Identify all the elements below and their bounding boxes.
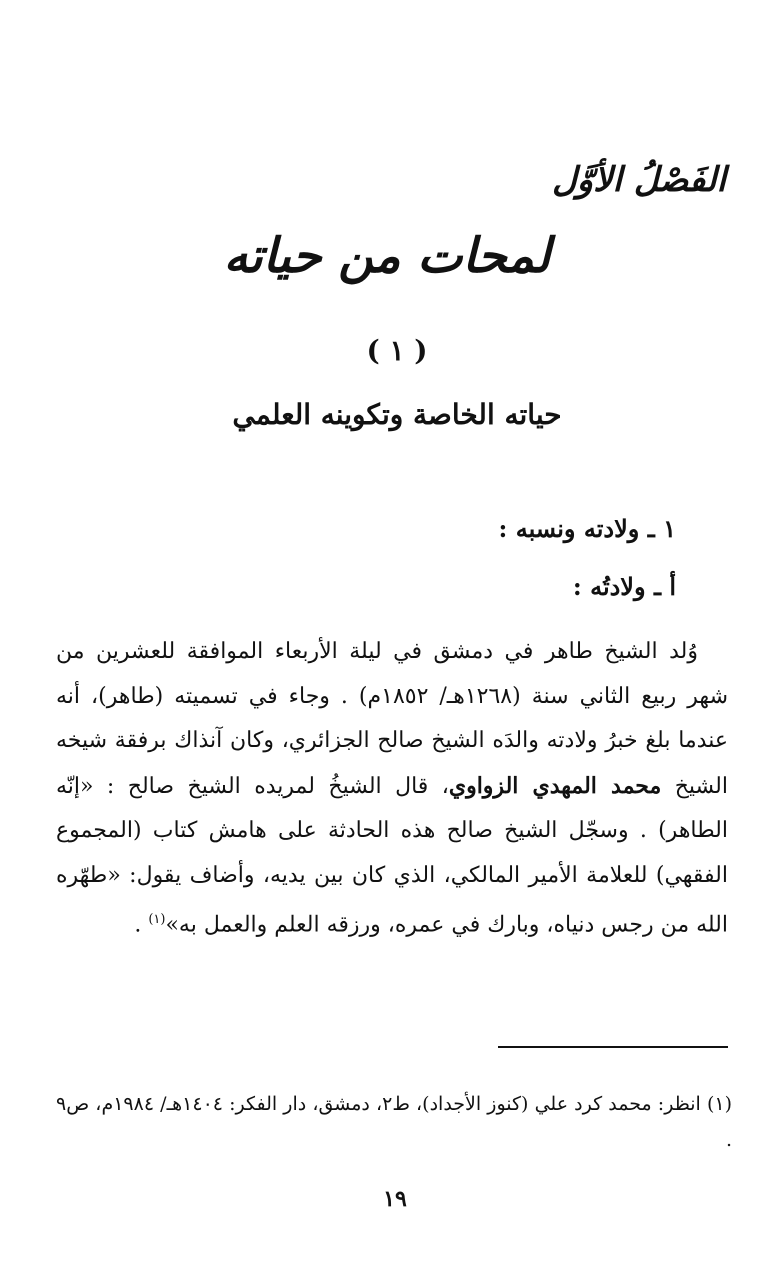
footnote-divider — [498, 1046, 728, 1048]
footnote-reference: (١) — [148, 912, 166, 927]
section-number: ( ١ ) — [366, 334, 428, 367]
subheading-birth: أ ـ ولادتُه : — [572, 572, 676, 601]
body-text-end: . — [134, 912, 149, 938]
section-title: حياته الخاصة وتكوينه العلمي — [232, 398, 562, 431]
body-text-bold-name: محمد المهدي الزواوي — [448, 772, 662, 799]
body-text-part1: وُلد الشيخ طاهر في دمشق في ليلة الأربعاء الموافقة للعشرين من شهر ربيع الثاني سنة (١٢٦٨هـ/ ١٨٥٢م) . وجاء في تسميته (طاهر)، أنه عندما بلغ خبرُ ولادته والدَه الشيخ صالح الجزائري، وكان آنذاك برفقة شيخه الشيخ — [56, 639, 729, 799]
chapter-title: لمحات من حياته — [223, 228, 551, 284]
subheading-birth-lineage: ١ ـ ولادته ونسبه : — [498, 514, 676, 543]
chapter-label: الفَصْلُ الأوَّل — [551, 160, 726, 200]
body-paragraph — [56, 630, 728, 948]
body-text-part2: ، قال الشيخُ لمريده الشيخ صالح : «إنّه الطاهر) . وسجّل الشيخ صالح هذه الحادثة على هامش كتاب (المجموع الفقهي) للعلامة الأمير المالكي، الذي كان بين يديه، وأضاف يقول: «طهّره الله من رجس دنياه، وبارك في عمره، ورزقه العلم والعمل به» — [56, 773, 728, 938]
footnote-text: (١) انظر: محمد كرد علي (كنوز الأجداد)، ط٢، دمشق، دار الفكر: ١٤٠٤هـ/ ١٩٨٤م، ص٩ . — [56, 1093, 733, 1151]
page-number: ١٩ — [383, 1186, 407, 1212]
